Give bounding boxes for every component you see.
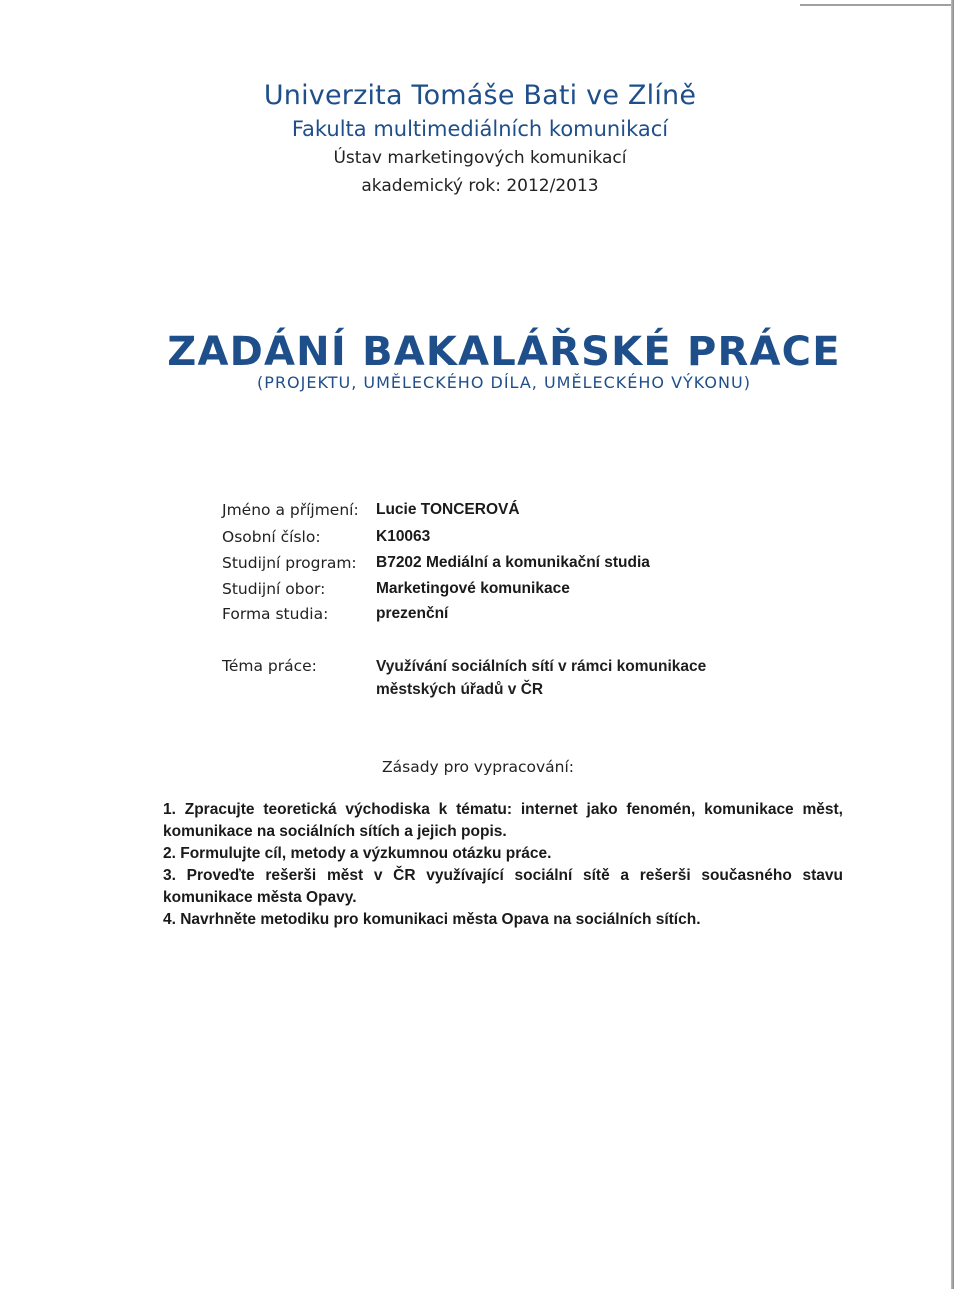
student-id-label: Osobní číslo: <box>222 528 321 546</box>
study-program-value: B7202 Mediální a komunikační studia <box>376 554 650 571</box>
theme-line-1: Využívání sociálních sítí v rámci komunikace <box>376 658 707 675</box>
student-name-label: Jméno a příjmení: <box>222 501 359 519</box>
principle-item-2-text: 2. Formulujte cíl, metody a výzkumnou otázku práce. <box>163 845 552 862</box>
principle-item-2 <box>163 843 843 865</box>
document-title: ZADÁNÍ BAKALÁŘSKÉ PRÁCE <box>167 329 841 375</box>
faculty-name: Fakulta multimediálních komunikací <box>291 117 669 141</box>
principle-item-4-text: 4. Navrhněte metodiku pro komunikaci města Opava na sociálních sítích. <box>163 911 701 928</box>
study-form-label: Forma studia: <box>222 605 329 623</box>
student-id-value: K10063 <box>376 528 431 545</box>
university-name: Univerzita Tomáše Bati ve Zlíně <box>263 80 697 111</box>
principle-item-1-line-2: komunikace na sociálních sítích a jejich popis. <box>163 822 507 840</box>
theme-line-2: městských úřadů v ČR <box>376 681 544 698</box>
document-header <box>0 78 960 200</box>
study-program-label: Studijní program: <box>222 554 357 572</box>
scan-edge-top <box>800 4 954 6</box>
principle-item-3-line-2: komunikace města Opavy. <box>163 888 357 906</box>
study-form-value: prezenční <box>376 605 449 622</box>
principle-item-1-line-1: 1. Zpracujte teoretická východiska k tématu: internet jako fenomén, komunikace měst, <box>163 801 843 818</box>
theme-label: Téma práce: <box>222 657 317 675</box>
student-name-value: Lucie TONCEROVÁ <box>376 501 520 518</box>
academic-year: akademický rok: 2012/2013 <box>361 176 599 196</box>
theme-value <box>376 655 706 701</box>
principle-item-1 <box>163 799 843 842</box>
document-subtitle: (PROJEKTU, UMĚLECKÉHO DÍLA, UMĚLECKÉHO VÝKONU) <box>257 373 751 392</box>
principles-heading: Zásady pro vypracování: <box>382 758 574 776</box>
study-field-value: Marketingové komunikace <box>376 580 570 597</box>
principle-item-3 <box>163 865 843 908</box>
institute-name: Ústav marketingových komunikací <box>333 148 627 168</box>
principle-item-4 <box>163 909 843 931</box>
study-field-label: Studijní obor: <box>222 580 326 598</box>
principle-item-3-line-1: 3. Proveďte rešerši měst v ČR využívající sociální sítě a rešerši současného stavu <box>163 867 843 884</box>
